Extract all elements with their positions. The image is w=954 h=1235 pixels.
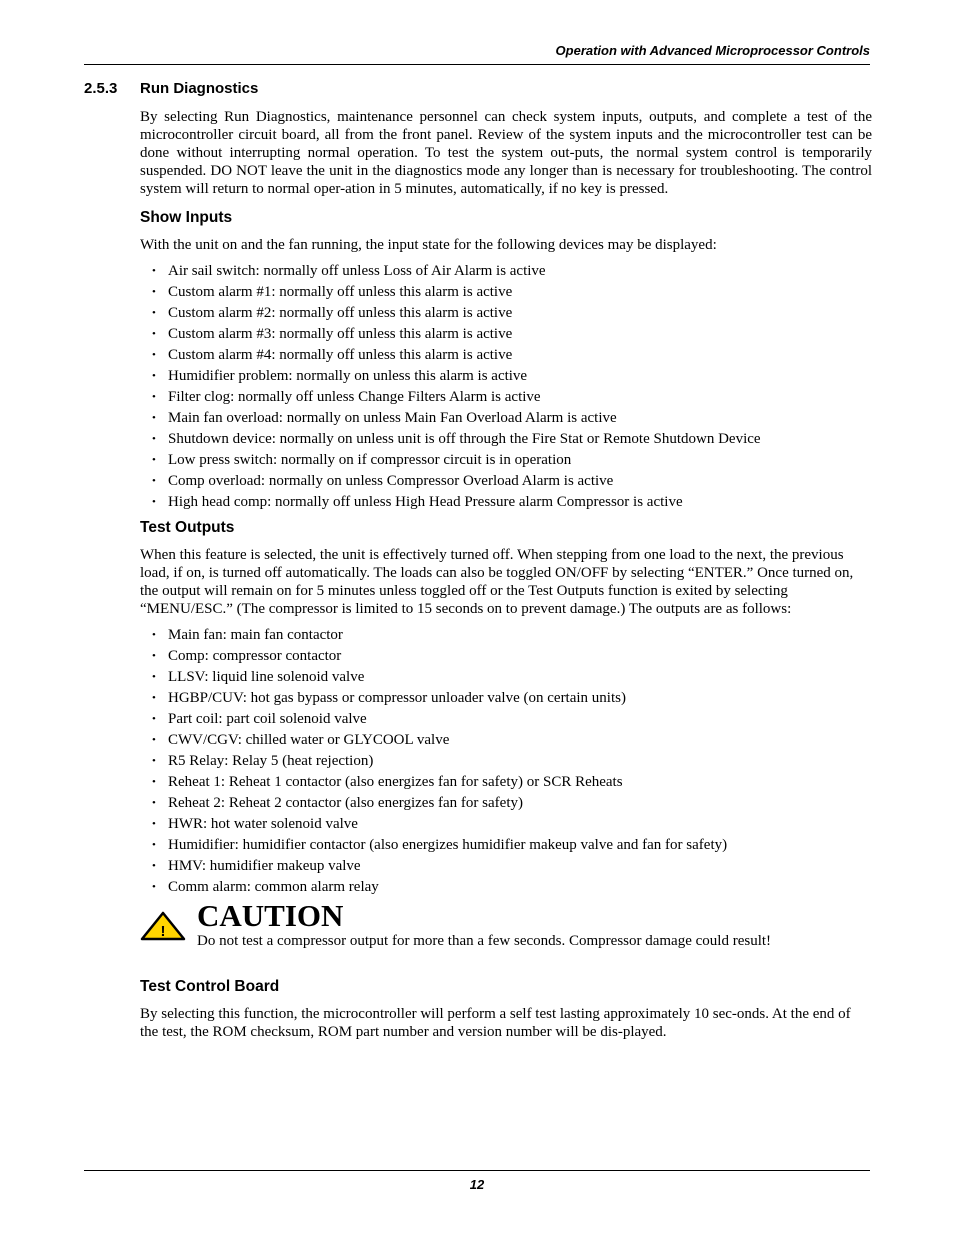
list-item: • Main fan overload: normally on unless Main Fan Overload Alarm is active	[140, 409, 872, 427]
list-item: • High head comp: normally off unless High Head Pressure alarm Compressor is active	[140, 493, 872, 511]
list-item: • Reheat 1: Reheat 1 contactor (also energizes fan for safety) or SCR Reheats	[140, 773, 872, 791]
list-item: • Comp overload: normally on unless Compressor Overload Alarm is active	[140, 472, 872, 490]
test-control-board-heading: Test Control Board	[140, 978, 280, 995]
page-footer	[84, 1170, 870, 1193]
test-outputs-intro: When this feature is selected, the unit is effectively turned off. When stepping from one load to the next, the previous load, if on, is turned off automatically. The loads can also be toggled ON/OFF by selecting “ENTER.” Once turned on, the output will remain on for 5 minutes unless toggled off or the Test Outputs function is exited by selecting “MENU/ESC.” (The compressor is limited to 15 seconds on to prevent damage.) The outputs are as follows:	[140, 547, 854, 617]
warning-exclamation-mark: !	[160, 923, 166, 940]
caution-box	[140, 899, 872, 975]
section-number: 2.5.3	[84, 80, 118, 97]
list-item: • CWV/CGV: chilled water or GLYCOOL valve	[140, 731, 872, 749]
list-item: • Filter clog: normally off unless Change Filters Alarm is active	[140, 388, 872, 406]
section-title: Run Diagnostics	[140, 80, 259, 97]
list-item: • Custom alarm #2: normally off unless this alarm is active	[140, 304, 872, 322]
test-control-board-text: By selecting this function, the microcontroller will perform a self test lasting approximately 10 sec-onds. At the end of the test, the ROM checksum, ROM part number and version number will be dis-played.	[140, 1006, 851, 1040]
list-item: • HGBP/CUV: hot gas bypass or compressor unloader valve (on certain units)	[140, 689, 872, 707]
warning-triangle-icon	[140, 911, 186, 941]
list-item: • Air sail switch: normally off unless Loss of Air Alarm is active	[140, 262, 872, 280]
main-content	[140, 108, 872, 1041]
list-item: • Custom alarm #4: normally off unless this alarm is active	[140, 346, 872, 364]
list-item: • Reheat 2: Reheat 2 contactor (also energizes fan for safety)	[140, 794, 872, 812]
list-item: • Custom alarm #1: normally off unless this alarm is active	[140, 283, 872, 301]
caution-text: Do not test a compressor output for more than a few seconds. Compressor damage could result!	[197, 933, 772, 949]
section-heading	[84, 79, 258, 99]
header-title: Operation with Advanced Microprocessor Controls	[555, 43, 870, 58]
caution-title: CAUTION	[197, 898, 344, 933]
show-inputs-heading: Show Inputs	[140, 209, 233, 226]
list-item: • Custom alarm #3: normally off unless this alarm is active	[140, 325, 872, 343]
list-item: • Comp: compressor contactor	[140, 647, 872, 665]
page-header	[84, 42, 870, 65]
list-item: • HWR: hot water solenoid valve	[140, 815, 872, 833]
list-item: • Comm alarm: common alarm relay	[140, 878, 872, 896]
show-inputs-intro: With the unit on and the fan running, the input state for the following devices may be displayed:	[140, 237, 717, 253]
section-intro-paragraph: By selecting Run Diagnostics, maintenance personnel can check system inputs, outputs, and complete a test of the microcontroller circuit board, all from the front panel. Review of the system inputs and the microcontroller test can be done without interrupting normal operation. To test the system out-puts, the normal system control is temporarily suspended. DO NOT leave the unit in the diagnostics mode any longer than is necessary for troubleshooting. The control system will return to normal oper-ation in 5 minutes, automatically, if no key is pressed.	[140, 109, 872, 197]
list-item: • Main fan: main fan contactor	[140, 626, 872, 644]
list-item: • Part coil: part coil solenoid valve	[140, 710, 872, 728]
show-inputs-list	[140, 262, 872, 511]
test-outputs-list	[140, 626, 872, 896]
page-number: 12	[469, 1177, 485, 1192]
list-item: • Shutdown device: normally on unless unit is off through the Fire Stat or Remote Shutdown Device	[140, 430, 872, 448]
list-item: • Humidifier problem: normally on unless this alarm is active	[140, 367, 872, 385]
list-item: • HMV: humidifier makeup valve	[140, 857, 872, 875]
list-item: • LLSV: liquid line solenoid valve	[140, 668, 872, 686]
list-item: • Low press switch: normally on if compressor circuit is in operation	[140, 451, 872, 469]
test-outputs-heading: Test Outputs	[140, 519, 235, 536]
list-item: • Humidifier: humidifier contactor (also energizes humidifier makeup valve and fan for safety)	[140, 836, 872, 854]
list-item: • R5 Relay: Relay 5 (heat rejection)	[140, 752, 872, 770]
